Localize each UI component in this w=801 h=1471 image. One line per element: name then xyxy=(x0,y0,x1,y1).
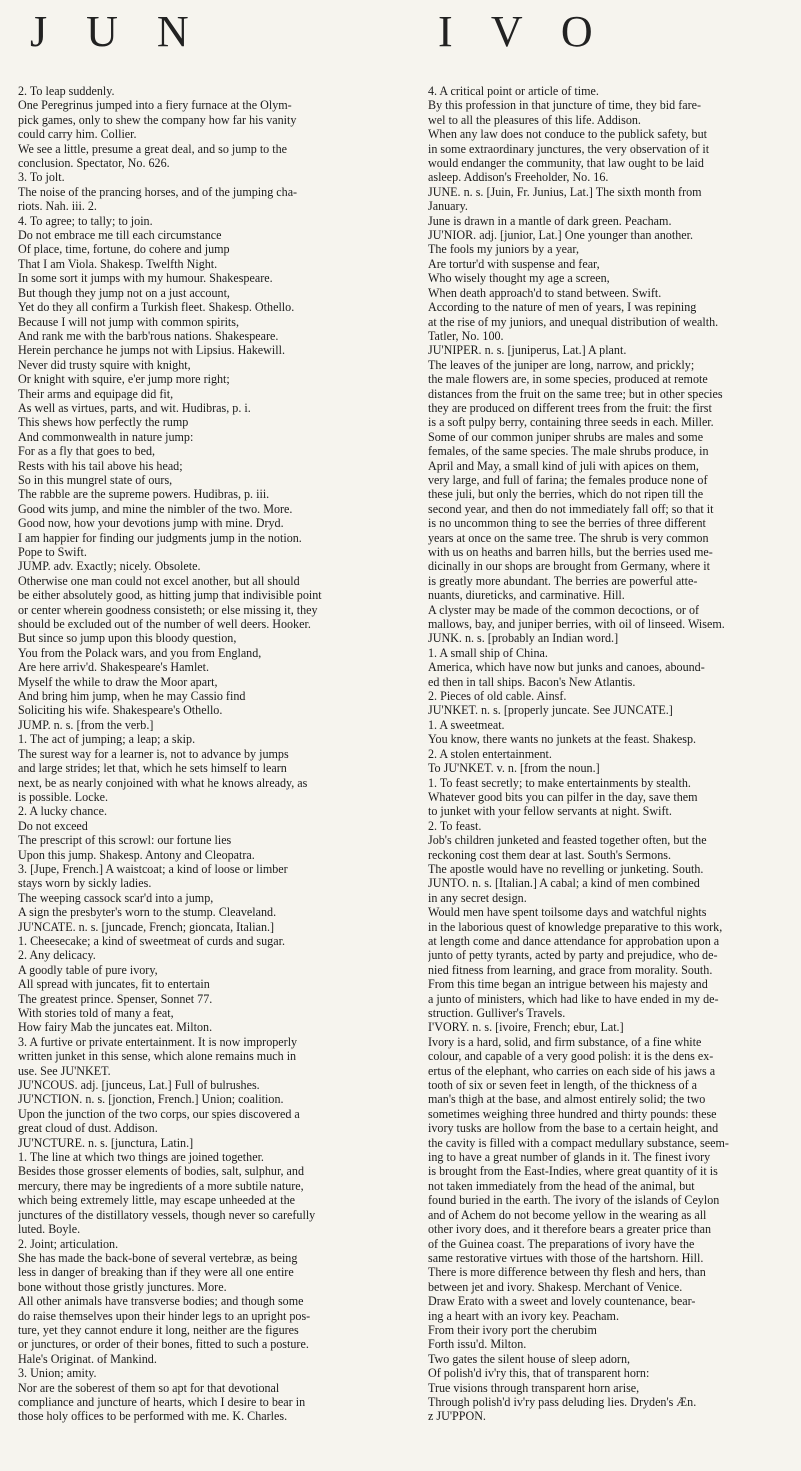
text-line: 2. A lucky chance. xyxy=(18,804,107,819)
text-line: compliance and juncture of hearts, which I desire to bear in xyxy=(18,1394,306,1409)
text-line: Job's children junketed and feasted together often, but the xyxy=(428,833,707,848)
text-line: with us on heaths and barren hills, but the berries used me- xyxy=(428,545,713,559)
text-line: 4. A critical point or article of time. xyxy=(428,84,599,98)
text-line: JU'NCTURE. n. s. [junctura, Latin.] xyxy=(18,1135,194,1150)
text-line: is possible. Locke. xyxy=(18,789,109,804)
text-line: Who wisely thought my age a screen, xyxy=(428,271,610,286)
text-line: dicinally in our shops are brought from Germany, where it xyxy=(428,559,711,574)
text-line: JU'NCTION. n. s. [jonction, French.] Union; coalition. xyxy=(18,1092,284,1107)
text-line: of the Guinea coast. The preparations of ivory have the xyxy=(428,1236,695,1251)
text-line: JUNTO. n. s. [Italian.] A cabal; a kind of men combined xyxy=(428,876,700,891)
text-line: nuants, diureticks, and carminative. Hill. xyxy=(428,588,625,603)
text-line: Tatler, No. 100. xyxy=(428,328,504,343)
text-line: The noise of the prancing horses, and of the jumping cha- xyxy=(18,184,298,199)
text-line: The fools my juniors by a year, xyxy=(428,242,579,257)
text-line: But though they jump not on a just account, xyxy=(18,285,230,300)
text-line: So in this mungrel state of ours, xyxy=(18,472,173,487)
text-line: In some sort it jumps with my humour. Shakespeare. xyxy=(18,271,273,286)
text-line: ertus of the elephant, who carries on each side of his jaws a xyxy=(428,1063,716,1078)
text-line: JUNK. n. s. [probably an Indian word.] xyxy=(428,631,619,646)
text-line: 3. Union; amity. xyxy=(18,1366,97,1381)
text-line: Do not exceed xyxy=(18,818,88,833)
text-line: be either absolutely good, as hitting jump that indivisible point xyxy=(18,588,322,603)
text-line: Would men have spent toilsome days and watchful nights xyxy=(428,905,707,920)
text-line: When death approach'd to stand between. Swift. xyxy=(428,285,662,300)
text-line: the male flowers are, in some species, produced at remote xyxy=(428,372,708,387)
text-line: same restorative virtues with those of the hartshorn. Hill. xyxy=(428,1250,704,1265)
text-line: and of Achem do not become yellow in the wearing as all xyxy=(428,1207,707,1222)
text-line: To JU'NKET. v. n. [from the noun.] xyxy=(428,761,600,776)
running-head-left: J U N xyxy=(30,7,203,56)
text-line: z JU'PPON. xyxy=(428,1409,486,1424)
text-line: Their arms and equipage did fit, xyxy=(18,386,174,401)
text-line: stays worn by sickly ladies. xyxy=(18,876,152,891)
text-line: And commonwealth in nature jump: xyxy=(18,429,194,444)
text-line: 1. To feast secretly; to make entertainments by stealth. xyxy=(428,775,691,790)
text-line: 3. To jolt. xyxy=(18,170,65,185)
text-line: in some extraordinary junctures, the very observation of it xyxy=(428,141,710,156)
text-line: man's thigh at the base, and almost entirely solid; the two xyxy=(428,1092,706,1107)
text-line: She has made the back-bone of several vertebræ, as being xyxy=(18,1250,298,1265)
text-line: to junket with your fellow servants at night. Swift. xyxy=(428,804,672,819)
text-line: JU'NKET. n. s. [properly juncate. See JUNCATE.] xyxy=(428,703,673,718)
text-line: would endanger the community, that law ought to be laid xyxy=(428,156,704,171)
right-column xyxy=(428,84,790,1462)
text-line: pick games, only to shew the company how far his vanity xyxy=(18,112,297,127)
text-line: According to the nature of men of years, I was repining xyxy=(428,300,697,315)
text-line: JU'NCATE. n. s. [juncade, French; gioncata, Italian.] xyxy=(18,919,275,934)
text-line: Upon the junction of the two corps, our spies discovered a xyxy=(18,1106,300,1121)
text-line: 1. The line at which two things are joined together. xyxy=(18,1150,264,1165)
text-line: 4. To agree; to tally; to join. xyxy=(18,213,153,228)
text-line: 1. A small ship of China. xyxy=(428,645,548,660)
text-line: distances from the fruit on the same tree; but in other species xyxy=(428,386,723,401)
text-line: JU'NCOUS. adj. [junceus, Lat.] Full of bulrushes. xyxy=(18,1078,260,1093)
text-line: they are produced on different trees from the fruit: the first xyxy=(428,400,712,415)
text-line: Through polish'd iv'ry pass deluding lies. Dryden's Æn. xyxy=(428,1394,697,1409)
text-line: ivory tusks are hollow from the base to a certain height, and xyxy=(428,1121,719,1136)
text-line: reckoning cost them dear at last. South's Sermons. xyxy=(428,847,672,862)
text-line: wel to all the pleasures of this life. Addison. xyxy=(428,112,641,127)
text-line: That I am Viola. Shakesp. Twelfth Night. xyxy=(18,256,218,271)
text-line: How fairy Mab the juncates eat. Milton. xyxy=(18,1020,213,1035)
text-line: could carry him. Collier. xyxy=(18,127,137,142)
text-line: Of place, time, fortune, do cohere and jump xyxy=(18,242,230,257)
text-line: Besides those grosser elements of bodies, salt, sulphur, and xyxy=(18,1164,305,1179)
text-line: conclusion. Spectator, No. 626. xyxy=(18,156,170,171)
text-line: Draw Erato with a sweet and lovely countenance, bear- xyxy=(428,1294,696,1309)
text-line: ing a heart with an ivory key. Peacham. xyxy=(428,1308,619,1323)
text-line: With stories told of many a feat, xyxy=(18,1006,174,1020)
text-line: A goodly table of pure ivory, xyxy=(18,962,158,977)
text-line: When any law does not conduce to the publick safety, but xyxy=(428,127,707,142)
text-line: those holy offices to be performed with me. K. Charles. xyxy=(18,1409,288,1424)
text-line: A sign the presbyter's worn to the stump. Cleaveland. xyxy=(18,905,277,920)
text-line: 3. [Jupe, French.] A waistcoat; a kind of loose or limber xyxy=(18,861,288,876)
text-line: Whatever good bits you can pilfer in the day, save them xyxy=(428,789,698,804)
text-line: Forth issu'd. Milton. xyxy=(428,1337,527,1352)
text-line: junto of petty tyrants, acted by party and prejudice, who de- xyxy=(428,948,718,963)
text-line: ed then in tall ships. Bacon's New Atlantis. xyxy=(428,674,636,689)
text-line: January. xyxy=(428,199,468,214)
text-line: Are tortur'd with suspense and fear, xyxy=(428,256,600,271)
text-line: a junto of ministers, which had like to have ended in my de- xyxy=(428,991,719,1006)
text-line: There is more difference between thy flesh and hers, than xyxy=(428,1265,706,1280)
text-line: April and May, a small kind of juli with apices on them, xyxy=(428,458,699,473)
text-line: This shews how perfectly the rump xyxy=(18,415,189,430)
text-line: nied fitness from learning, and grace from morality. South. xyxy=(428,962,713,977)
text-line: And bring him jump, when he may Cassio find xyxy=(18,689,246,704)
text-line: written junket in this sense, which alone remains much in xyxy=(18,1049,297,1064)
text-line: We see a little, presume a great deal, and so jump to the xyxy=(18,141,288,156)
text-line: 2. Pieces of old cable. Ainsf. xyxy=(428,689,567,704)
text-line: at length come and dance attendance for approbation upon a xyxy=(428,933,720,948)
text-line: is no uncommon thing to see the berries of three different xyxy=(428,516,706,531)
text-line: tooth of six or seven feet in length, of the thickness of a xyxy=(428,1078,698,1093)
text-line: Of polish'd iv'ry this, that of transparent horn: xyxy=(428,1366,650,1381)
text-line: second year, and then do not immediately fall off; so that it xyxy=(428,501,714,516)
text-line: Never did trusty squire with knight, xyxy=(18,357,191,372)
text-line: From their ivory port the cherubim xyxy=(428,1322,597,1337)
text-line: True visions through transparent horn arise, xyxy=(428,1380,640,1395)
text-line: mallows, bay, and juniper berries, with oil of linseed. Wisem. xyxy=(428,617,725,632)
text-line: other ivory does, and it therefore bears a greater price than xyxy=(428,1222,712,1237)
text-line: All spread with juncates, fit to entertain xyxy=(18,977,210,992)
text-line: found buried in the earth. The ivory of the islands of Ceylon xyxy=(428,1193,720,1208)
text-line: All other animals have transverse bodies; and though some xyxy=(18,1294,304,1309)
text-line: between jet and ivory. Shakesp. Merchant of Venice. xyxy=(428,1279,683,1294)
text-line: 2. Joint; articulation. xyxy=(18,1236,119,1251)
text-line: The apostle would have no revelling or junketing. South. xyxy=(428,861,704,876)
text-line: Upon this jump. Shakesp. Antony and Cleopatra. xyxy=(18,847,255,862)
text-line: June is drawn in a mantle of dark green. Peacham. xyxy=(428,213,672,228)
text-line: sometimes weighing three hundred and thirty pounds: these xyxy=(428,1106,717,1121)
text-line: You from the Polack wars, and you from England, xyxy=(18,645,262,660)
text-line: less in danger of breaking than if they were all one entire xyxy=(18,1265,294,1280)
text-line: 2. A stolen entertainment. xyxy=(428,746,552,761)
text-line: 2. To leap suddenly. xyxy=(18,84,115,98)
text-line: Otherwise one man could not excel another, but all should xyxy=(18,573,300,588)
text-line: these juli, but only the berries, which do not ripen till the xyxy=(428,487,704,502)
text-line: is brought from the East-Indies, where great quantity of it is xyxy=(428,1164,718,1179)
text-line: 1. Cheesecake; a kind of sweetmeat of curds and sugar. xyxy=(18,933,285,948)
text-line: ing to have a great number of glands in it. The finest ivory xyxy=(428,1150,711,1165)
text-line: Ivory is a hard, solid, and firm substance, of a fine white xyxy=(428,1034,702,1049)
text-line: 2. To feast. xyxy=(428,818,482,833)
text-line: Two gates the silent house of sleep adorn, xyxy=(428,1351,631,1366)
text-line: The weeping cassock scar'd into a jump, xyxy=(18,890,214,905)
text-line: JUMP. n. s. [from the verb.] xyxy=(18,717,154,732)
text-line: Yet do they all confirm a Turkish fleet. Shakesp. Othello. xyxy=(18,300,295,315)
text-line: next, be as nearly conjoined with what he knows already, as xyxy=(18,775,308,790)
text-line: at the rise of my juniors, and unequal distribution of wealth. xyxy=(428,314,719,329)
text-line: junctures of the distillatory vessels, though never so carefully xyxy=(18,1207,316,1222)
text-line: years at once on the same tree. The shrub is very common xyxy=(428,530,709,545)
text-line: mercury, there may be ingredients of a more subtile nature, xyxy=(18,1178,304,1193)
text-line: 1. A sweetmeat. xyxy=(428,717,505,732)
text-line: or junctures, or order of their bones, fitted to such a posture. xyxy=(18,1337,309,1352)
text-line: Are here arriv'd. Shakespeare's Hamlet. xyxy=(18,660,210,675)
text-line: JUNE. n. s. [Juin, Fr. Junius, Lat.] The sixth month from xyxy=(428,184,702,199)
text-line: Nor are the soberest of them so apt for that devotional xyxy=(18,1380,280,1395)
text-line: 3. A furtive or private entertainment. It is now improperly xyxy=(18,1034,298,1049)
text-line: I am happier for finding our judgments jump in the notion. xyxy=(18,530,302,545)
text-line: and large strides; let that, which he sets himself to learn xyxy=(18,761,287,776)
text-line: great cloud of dust. Addison. xyxy=(18,1121,158,1136)
text-line: ture, yet they cannot endure it long, neither are the figures xyxy=(18,1322,299,1337)
text-line: America, which have now but junks and canoes, abound- xyxy=(428,660,705,675)
text-line: Pope to Swift. xyxy=(18,545,87,559)
text-line: 2. Any delicacy. xyxy=(18,948,96,963)
text-line: not taken immediately from the head of the animal, but xyxy=(428,1178,695,1193)
text-line: You know, there wants no junkets at the feast. Shakesp. xyxy=(428,732,697,747)
text-line: Do not embrace me till each circumstance xyxy=(18,228,222,243)
text-line: Rests with his tail above his head; xyxy=(18,458,183,473)
text-line: is greatly more abundant. The berries are powerful atte- xyxy=(428,573,698,588)
text-line: Herein perchance he jumps not with Lipsius. Hakewill. xyxy=(18,343,286,358)
text-line: should be excluded out of the number of well deers. Hooker. xyxy=(18,617,311,632)
text-line: I'VORY. n. s. [ivoire, French; ebur, Lat.] xyxy=(428,1020,624,1035)
text-line: Because I will not jump with common spirits, xyxy=(18,314,240,329)
text-line: bone without those gristly junctures. More. xyxy=(18,1279,227,1294)
text-line: Some of our common juniper shrubs are males and some xyxy=(428,429,704,444)
text-line: Good now, how your devotions jump with mine. Dryd. xyxy=(18,516,284,531)
text-line: the cavity is filled with a compact medullary substance, seem- xyxy=(428,1135,729,1150)
left-column xyxy=(18,84,374,1462)
text-line: One Peregrinus jumped into a fiery furnace at the Olym- xyxy=(18,98,292,113)
text-line: The prescript of this scrowl: our fortune lies xyxy=(18,833,232,848)
text-line: Good wits jump, and mine the nimbler of the two. More. xyxy=(18,501,293,516)
text-line: By this profession in that juncture of time, they bid fare- xyxy=(428,98,702,113)
text-line: struction. Gulliver's Travels. xyxy=(428,1006,566,1020)
text-line: JU'NIOR. adj. [junior, Lat.] One younger than another. xyxy=(428,228,694,243)
text-line: Or knight with squire, e'er jump more right; xyxy=(18,372,230,387)
text-line: females, of the same species. The male shrubs produce, in xyxy=(428,444,709,459)
text-line: colour, and capable of a very good polish: it is the dens ex- xyxy=(428,1049,714,1064)
text-line: asleep. Addison's Freeholder, No. 16. xyxy=(428,170,609,185)
text-line: The rabble are the supreme powers. Hudibras, p. iii. xyxy=(18,487,270,502)
text-line: As well as virtues, parts, and wit. Hudibras, p. i. xyxy=(18,400,251,415)
text-line: in any secret design. xyxy=(428,890,527,905)
text-line: The leaves of the juniper are long, narrow, and prickly; xyxy=(428,357,695,372)
text-line: 1. The act of jumping; a leap; a skip. xyxy=(18,732,196,747)
text-line: do raise themselves upon their hinder legs to an upright pos- xyxy=(18,1308,311,1323)
text-line: A clyster may be made of the common decoctions, or of xyxy=(428,602,700,617)
text-line: is a soft pulpy berry, containing three seeds in each. Miller. xyxy=(428,415,714,430)
text-line: or center wherein goodness consisteth; or else missing it, they xyxy=(18,602,318,617)
text-line: Hale's Originat. of Mankind. xyxy=(18,1351,157,1366)
text-line: riots. Nah. iii. 2. xyxy=(18,199,97,214)
text-line: very large, and full of farina; the females produce none of xyxy=(428,472,708,487)
text-line: And rank me with the barb'rous nations. Shakespeare. xyxy=(18,328,279,343)
text-line: use. See JU'NKET. xyxy=(18,1063,111,1078)
text-line: The greatest prince. Spenser, Sonnet 77. xyxy=(18,991,213,1006)
running-head xyxy=(0,6,801,64)
text-line: in the laborious quest of knowledge preparative to this work, xyxy=(428,919,723,934)
text-line: JUMP. adv. Exactly; nicely. Obsolete. xyxy=(18,559,201,574)
text-line: which being extremely little, may escape unheeded at the xyxy=(18,1193,296,1208)
text-line: From this time began an intrigue between his majesty and xyxy=(428,977,708,992)
text-line: Myself the while to draw the Moor apart, xyxy=(18,674,218,689)
running-head-right: I V O xyxy=(438,7,607,56)
text-line: For as a fly that goes to bed, xyxy=(18,444,156,459)
text-line: JU'NIPER. n. s. [juniperus, Lat.] A plant. xyxy=(428,343,627,358)
text-line: Soliciting his wife. Shakespeare's Othello. xyxy=(18,703,223,718)
text-line: But since so jump upon this bloody question, xyxy=(18,631,237,646)
text-line: The surest way for a learner is, not to advance by jumps xyxy=(18,746,289,761)
text-line: luted. Boyle. xyxy=(18,1222,81,1237)
